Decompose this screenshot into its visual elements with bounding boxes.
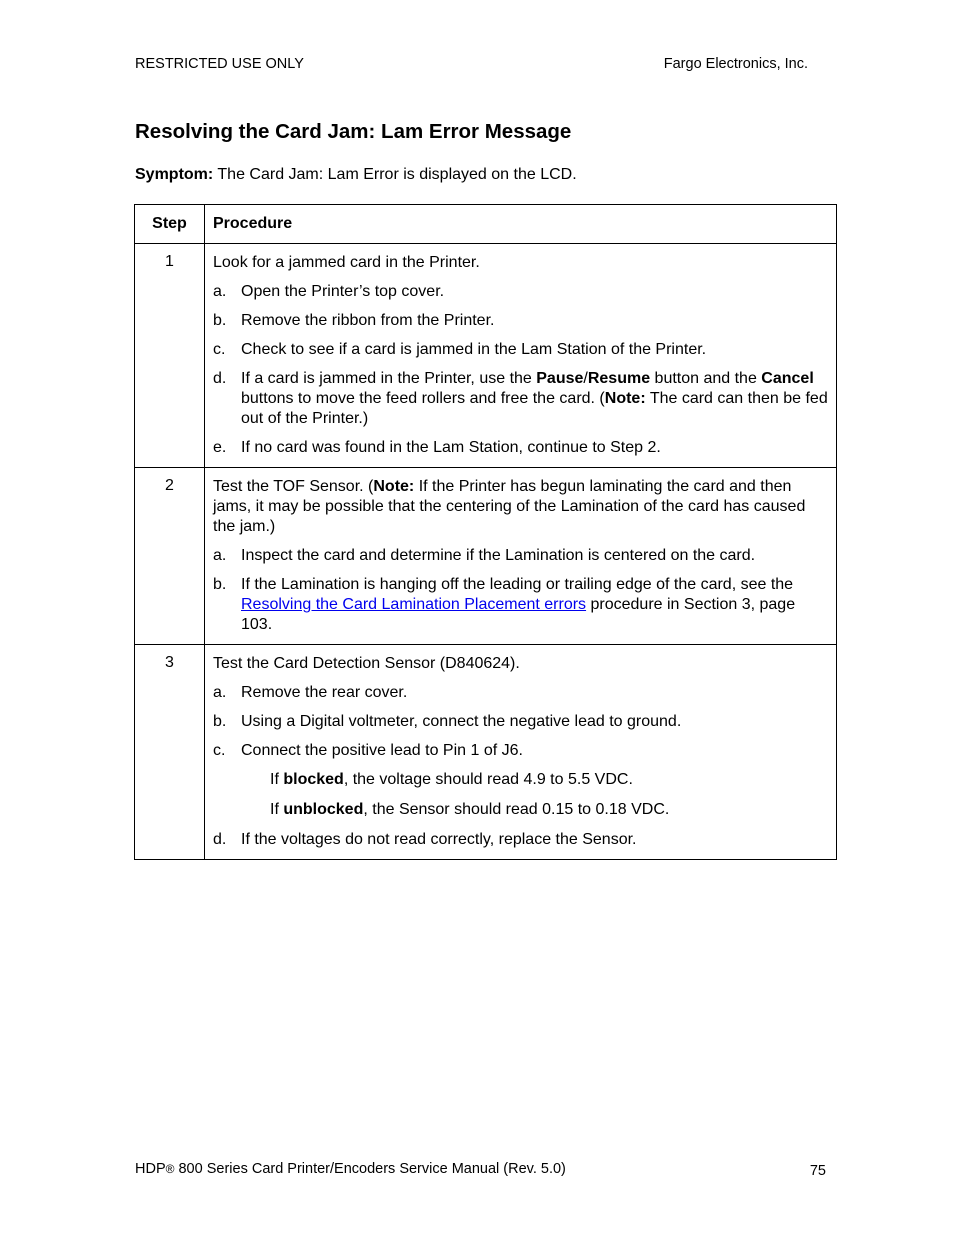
- step-main-text: [213, 477, 828, 537]
- unblocked-keyword: unblocked: [283, 801, 364, 818]
- resume-keyword: Resume: [587, 370, 651, 387]
- list-item: [213, 830, 828, 850]
- symptom-label: Symptom:: [135, 166, 214, 183]
- item-text: Inspect the card and determine if the Lamination is centered on the card.: [241, 547, 756, 564]
- symptom-text: The Card Jam: Lam Error is displayed on the LCD.: [213, 166, 577, 183]
- procedure-cell: [205, 645, 837, 860]
- procedure-table: [134, 204, 837, 860]
- symptom-line: [135, 166, 577, 184]
- list-item: [213, 575, 828, 635]
- cancel-keyword: Cancel: [761, 370, 814, 387]
- text-run: , the voltage should read 4.9 to 5.5 VDC.: [343, 771, 633, 788]
- item-text: [241, 369, 828, 429]
- item-label: e.: [213, 439, 227, 456]
- item-label: b.: [213, 312, 227, 329]
- step-main-text: Test the Card Detection Sensor (D840624).: [213, 655, 520, 672]
- item-text: Using a Digital voltmeter, connect the negative lead to ground.: [241, 713, 682, 730]
- footer-manual-title: [135, 1161, 566, 1177]
- list-item: [213, 340, 828, 360]
- note-label: Note:: [604, 390, 646, 407]
- header-company: Fargo Electronics, Inc.: [663, 56, 808, 72]
- item-label: d.: [213, 370, 227, 387]
- page-number: 75: [809, 1163, 826, 1179]
- table-row: [135, 468, 837, 645]
- text-run: If the Printer has begun laminating the card and then jams, it may be possible that the centering of the Lamination of the card has caused the jam.): [213, 478, 806, 535]
- text-run: If a card is jammed in the Printer, use the: [241, 370, 537, 387]
- step-number: 2: [135, 468, 205, 645]
- pause-keyword: Pause: [536, 370, 584, 387]
- list-item: [213, 282, 828, 302]
- header-restricted: RESTRICTED USE ONLY: [135, 56, 304, 72]
- table-header-row: [135, 205, 837, 244]
- blocked-keyword: blocked: [283, 771, 344, 788]
- item-label: a.: [213, 684, 227, 701]
- item-label: c.: [213, 341, 226, 358]
- column-header-procedure: Procedure: [205, 205, 837, 244]
- note-label: Note:: [373, 478, 415, 495]
- text-run: If: [270, 771, 284, 788]
- unblocked-voltage-line: [213, 800, 828, 820]
- item-text: [241, 575, 828, 635]
- column-header-step: Step: [135, 205, 205, 244]
- step-main-text: Look for a jammed card in the Printer.: [213, 254, 480, 271]
- item-text: If no card was found in the Lam Station, continue to Step 2.: [241, 439, 661, 456]
- list-item: [213, 369, 828, 429]
- list-item: [213, 438, 828, 458]
- step-number: 1: [135, 244, 205, 468]
- text-run: If: [270, 801, 284, 818]
- item-label: a.: [213, 283, 227, 300]
- footer-brand: HDP: [135, 1161, 166, 1177]
- item-text: Connect the positive lead to Pin 1 of J6.: [241, 742, 523, 759]
- slash-text: /: [583, 370, 588, 387]
- step-number: 3: [135, 645, 205, 860]
- list-item: [213, 311, 828, 331]
- text-run: If the Lamination is hanging off the leading or trailing edge of the card, see the: [241, 576, 794, 593]
- item-label: a.: [213, 547, 227, 564]
- list-item: [213, 546, 828, 566]
- text-run: buttons to move the feed rollers and free the card. (: [241, 390, 605, 407]
- footer-text: 800 Series Card Printer/Encoders Service Manual (Rev. 5.0): [174, 1161, 566, 1177]
- text-run: The card can then be fed out of the Printer.): [241, 390, 828, 427]
- list-item: [213, 712, 828, 732]
- list-item: [213, 741, 828, 761]
- text-run: , the Sensor should read 0.15 to 0.18 VDC.: [363, 801, 670, 818]
- procedure-cell: [205, 244, 837, 468]
- item-text: Check to see if a card is jammed in the Lam Station of the Printer.: [241, 341, 707, 358]
- item-label: c.: [213, 742, 226, 759]
- lamination-placement-link[interactable]: Resolving the Card Lamination Placement errors: [241, 596, 587, 613]
- table-row: [135, 645, 837, 860]
- blocked-voltage-line: [213, 770, 828, 790]
- item-label: b.: [213, 713, 227, 730]
- text-run: button and the: [650, 370, 762, 387]
- item-text: If the voltages do not read correctly, replace the Sensor.: [241, 831, 637, 848]
- table-row: [135, 244, 837, 468]
- text-run: procedure in Section 3, page 103.: [241, 596, 796, 633]
- registered-mark: ®: [165, 1162, 175, 1176]
- item-text: Open the Printer’s top cover.: [241, 283, 445, 300]
- item-text: Remove the ribbon from the Printer.: [241, 312, 495, 329]
- procedure-cell: [205, 468, 837, 645]
- item-text: Remove the rear cover.: [241, 684, 408, 701]
- list-item: [213, 683, 828, 703]
- page-title: Resolving the Card Jam: Lam Error Message: [135, 120, 572, 143]
- item-label: b.: [213, 576, 227, 593]
- text-run: Test the TOF Sensor. (: [213, 478, 374, 495]
- item-label: d.: [213, 831, 227, 848]
